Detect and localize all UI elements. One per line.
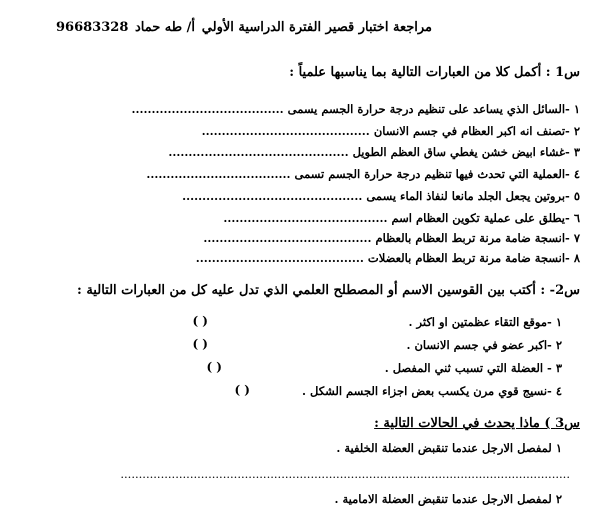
list-item (409, 315, 563, 329)
answer-brackets: ( ) (192, 337, 208, 351)
item-number: ٣ (573, 145, 580, 159)
item-number: ٢ (555, 338, 562, 352)
item-number: ٤ (573, 167, 580, 181)
item-text: -انسجة ضامة مرنة تربط العظام بالعضلات (367, 251, 570, 265)
item-text: -موقع التقاء عظمتين او اكثر . (408, 315, 552, 329)
item-number: ٢ (555, 492, 562, 506)
item-text: -انسجة ضامة مرنة تربط العظام بالعظام (375, 231, 570, 245)
item-text: -غشاء ابيض خشن يغطي ساق العظم الطويل (352, 145, 570, 159)
answer-brackets: ( ) (192, 314, 208, 328)
list-item (302, 384, 562, 398)
answer-blank: .......................................... (201, 124, 370, 138)
list-item (335, 492, 563, 506)
list-item (196, 251, 580, 265)
item-text: -بروتين يجعل الجلد مانعا لنفاذ الماء يسمى (366, 189, 570, 203)
item-number: ٣ (555, 361, 562, 375)
list-item (131, 102, 580, 116)
answer-brackets: ( ) (234, 383, 250, 397)
q3-heading: س3 ) ماذا يحدث في الحالات التالية : (374, 416, 580, 431)
list-item (385, 361, 562, 375)
answer-blank: .................................... (146, 167, 291, 181)
item-number: ٥ (573, 189, 580, 203)
worksheet-title: مراجعة اختبار قصير الفترة الدراسية الأولي (201, 20, 432, 35)
item-number: ٢ (573, 124, 580, 138)
list-item (203, 231, 580, 245)
q1-heading: س1 : أكمل كلا من العبارات التالية بما يناسبها علمياً : (289, 65, 580, 80)
list-item (406, 338, 562, 352)
item-number: ١ (573, 102, 580, 116)
list-item (202, 124, 580, 138)
item-text: -العملية التي تحدث فيها تنظيم درجة حرارة الجسم تسمى (294, 167, 570, 181)
answer-blank: ............................................. (182, 189, 363, 203)
item-text: -اكبر عضو في جسم الانسان . (406, 338, 552, 352)
item-text: -السائل الذي يساعد على تنظيم درجة حرارة الجسم يسمى (287, 102, 570, 116)
answer-blank: .......................................... (195, 251, 364, 265)
answer-blank: ............................................. (168, 145, 349, 159)
item-number: ٨ (573, 251, 580, 265)
answer-blank: ...................................... (131, 102, 284, 116)
item-number: ٧ (573, 231, 580, 245)
item-text: لمفصل الارجل عندما تنقبض العضلة الخلفية . (336, 441, 552, 455)
answer-blank: ........................................................................................................................... (120, 467, 570, 481)
item-number: ١ (555, 315, 562, 329)
item-number: ١ (555, 441, 562, 455)
list-item (223, 211, 580, 225)
q2-heading: س2- : أكتب بين القوسين الاسم أو المصطلح العلمي الذي تدل عليه كل من العبارات التالية : (77, 283, 580, 298)
item-number: ٦ (573, 211, 580, 225)
answer-blank: .......................................... (203, 231, 372, 245)
item-text: -نسيج قوي مرن يكسب بعض اجزاء الجسم الشكل . (302, 384, 552, 398)
item-text: -تصنف انه اكبر العظام في جسم الانسان (373, 124, 570, 138)
list-item (182, 189, 580, 203)
list-item (168, 145, 580, 159)
teacher-name: أ/ طه حماد (134, 20, 195, 35)
list-item (336, 441, 562, 455)
answer-blank: ......................................... (223, 211, 388, 225)
list-item (146, 167, 580, 181)
item-text: -يطلق على عملية تكوين العظام اسم (391, 211, 570, 225)
item-text: - العضلة التي تسبب ثني المفصل . (384, 361, 552, 375)
phone-number: 96683328 (56, 20, 129, 35)
answer-brackets: ( ) (206, 360, 222, 374)
item-number: ٤ (555, 384, 562, 398)
item-text: لمفصل الارجل عندما تنقبض العضلة الامامية . (334, 492, 552, 506)
